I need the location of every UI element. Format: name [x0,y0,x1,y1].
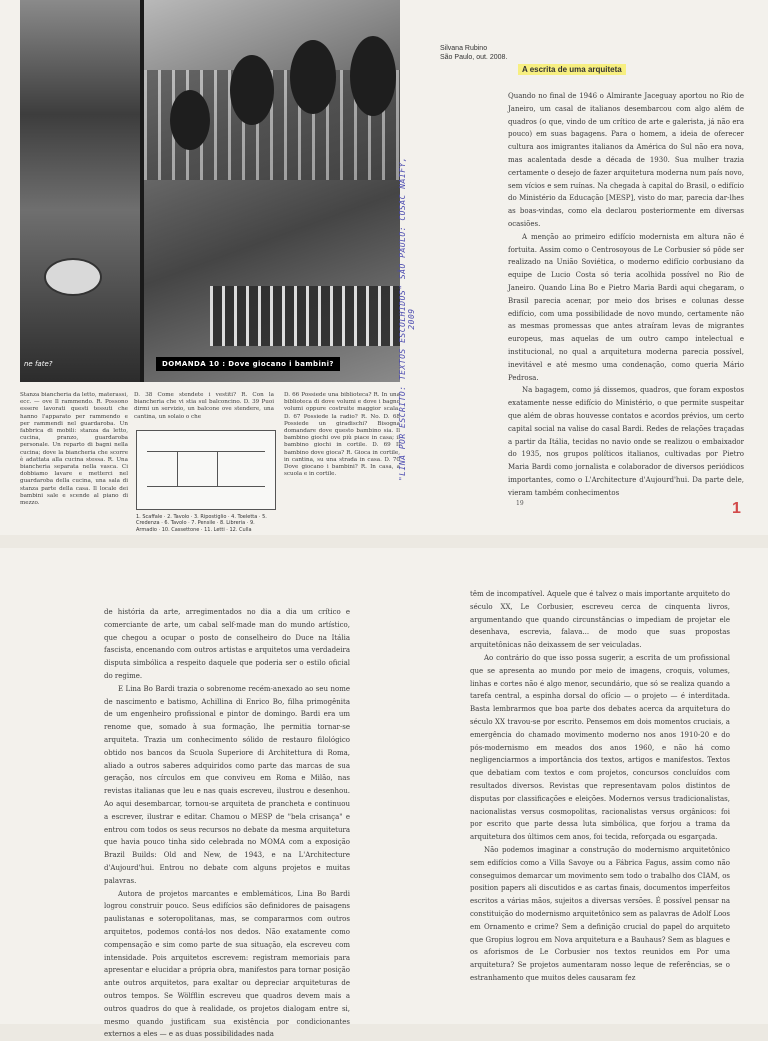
paragraph: Não podemos imaginar a construção do modernismo arquitetônico sem edifícios como a Villa Savoye ou a Fábrica Fagus, assim como não conseguimos demarcar um movimento sem todo o trabalho dos CIAM, os position papers ali discutidos e as cartas finais, documentos imperfeitos escritos a várias mãos, sujeitos a diversas versões. É possível pensar na constituição do modernismo arquitetônico sem as palavras de Adolf Loos em Ornamento e crime? Sem a definição crucial do papel do arquiteto que Gropius logrou em Nova arquitetura e a Bauhaus? Sem as blagues e os aforismos de Le Corbusier nos textos reunidos em Por uma arquitetura? Se projetos aumentaram nosso leque de referências, se o estranhamento que muitos deles causaram fez [470,845,730,982]
caption-column-middle: D. 38 Come stendete i vestiti? R. Con la biancheria che vi stia sul balconcino. D. 39 Puoi dirmi un servizio, un balcone ove stendere, una cantina, un solaio o che [134,392,274,420]
handwritten-citation-text: "LINA POR ESCRITO: TEXTOS ESCOLHIDOS" SÃO PAULO: COSAC NAIFY, 2009 [398,156,416,482]
paragraph: têm de incompatível. Aquele que é talvez o mais importante arquiteto do século XX, Le Corbusier, escreveu cerca de cinquenta livros, argumentando que quando circunstâncias o impediam de projetar ele desenhava, escrevia, falava... de modo que suas propostas arquitetônicas não deixassem de ser veiculadas. [470,590,730,650]
caption-column-right: D. 66 Possiede una biblioteca? R. In una biblioteca di dove volumi e dove i bagno volumi oppure costruite maggior scala. D. 67 Possiede la radio? R. No. D. 68 Possiede un giradischi? Bisogna domandare dove questo bambino sia. Il bambino giochi ove più piace in casa; il bambino giochi in cortile. D. 69 Il bambino dove gioca? R. Gioca in cortile, in cantina, su una strada in casa. D. 70 Dove giocano i bambini? R. In casa, a scuola e in cortile. [284,392,400,478]
bottom-right-text [470,588,730,1024]
bottom-page-scan [0,548,768,1039]
section-title: A escrita de uma arquiteta [518,64,626,75]
paragraph: Quando no final de 1946 o Almirante Jaceguay aportou no Rio de Janeiro, um casal de italianos desembarcou com algo além de quadros (o que, vindo de um crítico de arte e galerista, já não era pouco) em suas bagagens. Para o homem, a ideia de oferecer cultura aos imigrantes italianos da América do Sul não era nova, mas acalentada desde a década de 1930. Sua mulher trazia certamente o desejo de fazer arquitetura moderna num país novo, sem vícios e sem ruínas. Na chegada à capital do Brasil, o edifício do Ministério da Educação [MESP], visto do mar, parecia dar-lhes as boas-vindas, como ela declarou posteriormente em diversas ocasiões. [508,92,744,228]
paragraph: A menção ao primeiro edifício modernista em altura não é fortuita. Assim como o Centrosoyous de Le Corbusier só pôde ser realizado na União Soviética, o moderno edifício corbusiano da equipe de Lucio Costa só teria acolhida possível no Rio de Janeiro. Quando Lina Bo e Pietro Maria Bardi aqui chegaram, o Brasil parecia acenar, por meio dos brises e colunas desse edifício, com uma possibilidade de novo mundo, certamente não as mesmas promessas que antes atraíram levas de migrantes europeus, mas aquelas de um outro campo intelectual e institucional, no qual a arquitetura moderna parecia possível, inevitável e até mesmo uma condenação, como queria Mário Pedrosa. [508,232,744,382]
figure-person [230,55,274,125]
figure-person [170,90,210,150]
paragraph: Na bagagem, como já dissemos, quadros, que foram expostos exatamente nesse edifício do Ministério, o que permite suspeitar que além de obras houvesse contatos e acordos prévios, um certo capital social na valise do casal Bardi. Redes de relações traçadas a partir da Itália, tecidas no navio onde se realizou o embaixador do 1935, nos grupos políticos italianos, cultivadas por Pietro Maria Bardi como jornalista e colaborador de diversos periódicos importantes, como o L'Architecture d'Aujourd'hui. Da parte dele, vieram também conhecimentos [508,386,744,497]
paragraph: Autora de projetos marcantes e emblemáticos, Lina Bo Bardi logrou construir pouco. Seus edifícios são definidores de paisagens paulistanas e soteropolitanas, mas, se compararmos com outros arquitetos, podemos contá-los nos dedos. Não exatamente como compensação e sim como parte de sua situação, ela escreveu com intensidade. Pois arquitetos escrevem: registram memoriais para apresentar e elucidar a própria obra, manifestos para tornar posição ante outros arquitetos, para exaltar ou depreciar arquiteturas de outros tempos. Se Wölfflin escreveu que quadros devem mais a outros quadros do que à realidade, os projetos dialogam entre si, mesmo quando justificam sua existência por condicionantes externos a eles — e as duas possibilidades nada [104,889,350,1039]
paragraph: de história da arte, arregimentados no dia a dia um crítico e comerciante de arte, um cabal self-made man do mundo artístico, que chegou a ocupar o posto de conselheiro do Duce na Itália fascista, encenando com outros artistas e arquitetos uma verdadeira disputa simbólica a respeito daquele que poderia ser o estilo oficial do regime. [104,608,350,680]
figure-person [290,40,336,114]
paragraph: E Lina Bo Bardi trazia o sobrenome recém-anexado ao seu nome de nascimento e batismo, Achillina di Enrico Bo, filha primogênita de um engenheiro profissional e pintor de domingo. Bardi era um renome que, somado à sua formação, lhe permitia tornar-se arquiteta. Trazia um conhecimento sólido de restauro filológico obtido nos bancos da Scuola Superiore di Architettura di Roma, aliado a outros saberes adquiridos como parte das marcas de sua geração, nos círculos em que conviveu em Roma e Milão, nas revistas italianas que leu e nas quais escreveu, ilustrou e desenhou. Ao aqui desembarcar, tornou-se arquiteta de prancheta e continuou a escrever, ilustrar e editar. Chamou o MESP de "bela crisança" e entrou com todos os seus recursos no debate da mesma arquitetura que havia pouco tinha sido celebrada no MOMA com a exposição Brazil Builds: Old and New, de 1943, e na L'Architecture d'Aujourd'hui. Entrou no debate com alguns projetos e muitas palavras. [104,684,350,885]
figure-person [350,36,396,116]
photo-left-strip [20,0,140,382]
archival-photo [20,0,400,382]
washbasin [44,258,102,296]
bottom-left-text [104,606,350,1039]
railing-lower [210,286,400,346]
page-number: 19 [516,500,524,507]
caption-column-left: Stanza biancheria da letto, materassi, ecc. — ove Il rammendo. R. Possono essere lavorati questi tessuti che hanno l'apparato per rammendo e per rammendi nel guardaroba. Un fabbrica di mobili: stanza da letto, cucina, pranzo, guardaroba personale. Un reparto di bagni nella cucina; dove la biancheria che scorre è adattata alla cucina stessa. R. Una biancheria separata nella vasca. Ci dobbiamo lavare e metterci nel guardaroba della cucina, una sala di stanza parte della casa. Il locale dei bambini sale e scende al piano di mezzo. [20,392,128,507]
handwritten-citation [392,150,416,482]
paragraph: Ao contrário do que isso possa sugerir, a escrita de um profissional que se apresenta ao mundo por meio de imagens, croquis, volumes, linhas e cortes não é algo menor, secundário, que só se realiza quando a tarefa central, a espinha dorsal do ofício — o projeto — é interditada. Basta lembrarmos que boa parte dos debates acerca da arquitetura do século XX travou-se por escrito. Pensemos em dois momentos cruciais, a emergência do chamado movimento moderno nos anos 1910-20 e do pós-modernismo em meados dos anos 1960, e não há como negligenciarmos a importância dos textos, artigos e manifestos. Textos que debatiam com textos e com projetos, concursos concluídos com resultados diversos. Revistas que representavam polos distintos de disputas por classificações e eleições. Modernos versus tradicionalistas, nacionalistas versus cosmopolitas, racionalistas versus orgânicos: foi por escrito que parte dessa luta simbólica, que forjou a trama da arquitetura dos últimos cem anos, foi tecida, reforçada ou esgarçada. [470,653,730,842]
photo-caption-right: DOMANDA 10 : Dove giocano i bambini? [156,357,340,371]
author-signature [440,44,507,62]
floor-plan-drawing [136,430,276,510]
photo-caption-left: ne fate? [24,360,53,368]
top-body-text [508,90,744,497]
author-name: Silvana Rubino [440,45,488,52]
author-place-date: São Paulo, out. 2008. [440,54,508,61]
red-annotation-mark: 1 [732,500,741,517]
floor-plan-legend: 1. Scaffale · 2. Tavolo · 3. Ripostiglio · 4. Toeletta · 5. Credenza · 6. Tavolo · 7. Pensile · 8. Libreria · 9. Armadio · 10. Cassettone · 11. Letti · 12. Culla [136,514,267,533]
